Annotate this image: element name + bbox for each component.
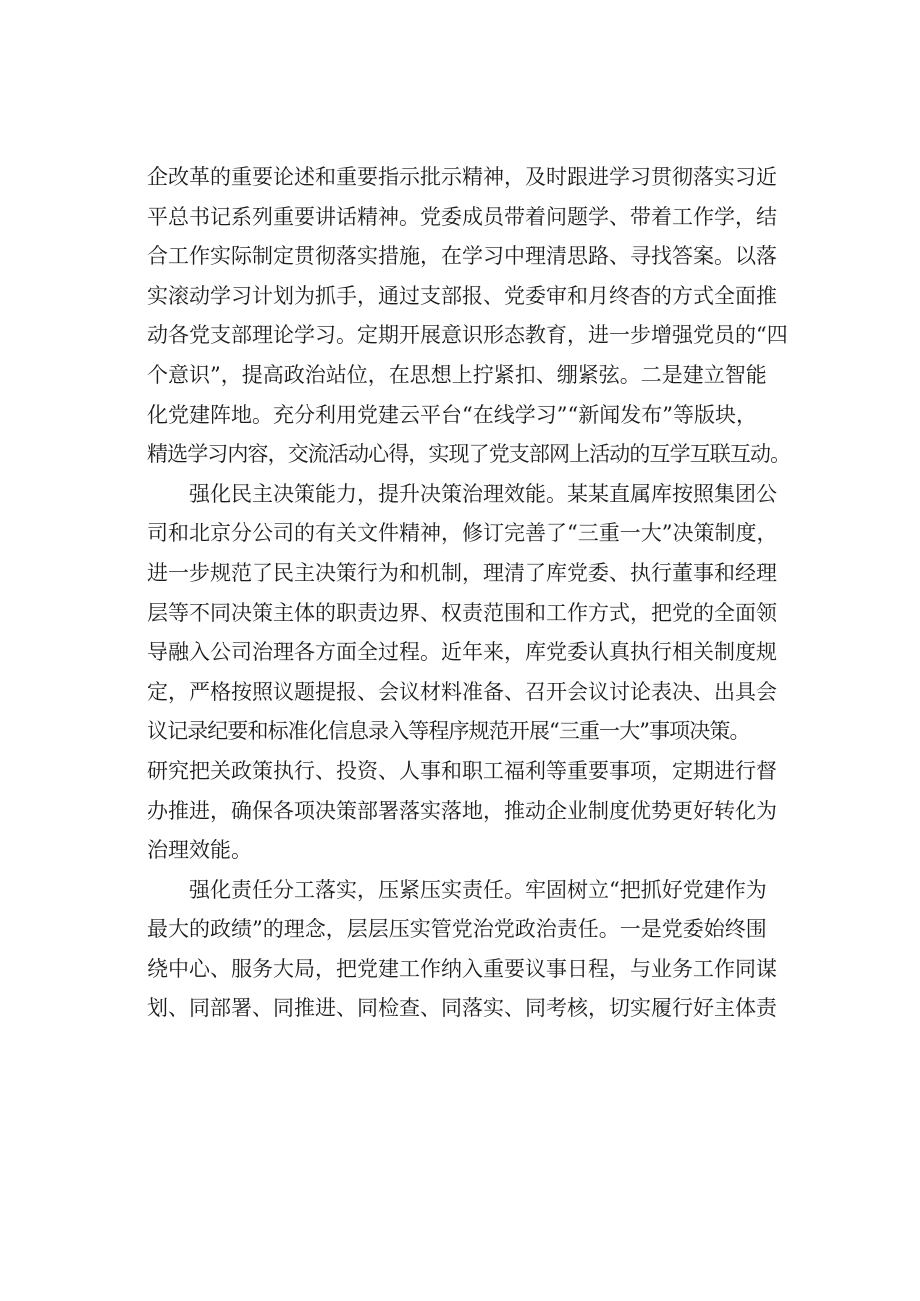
text-line: 办推进，确保各项决策部署落实落地，推动企业制度优势更好转化为 [147,798,777,823]
document-body [147,158,807,1029]
text-line: 议记录纪要和标准化信息录入等程序规范开展“三重一大”事项决策。 [147,719,750,744]
text-line: 定，严格按照议题提报、会议材料准备、召开会议讨论表决、出具会 [147,679,777,704]
text-line: 个意识”，提高政治站位，在思想上拧紧扣、绷紧弦。二是建立智能 [147,362,767,387]
text-line: 导融入公司治理各方面全过程。近年来，库党委认真执行相关制度规 [147,640,777,665]
text-line: 最大的政绩”的理念，层层压实管党治党政治责任。一是党委始终围 [147,917,767,942]
text-line: 化党建阵地。充分利用党建云平台“在线学习”“新闻发布”等版块， [147,402,757,427]
paragraph-3 [147,871,807,1029]
text-line: 绕中心、服务大局，把党建工作纳入重要议事日程，与业务工作同谋 [147,956,777,981]
text-line: 层等不同决策主体的职责边界、权责范围和工作方式，把党的全面领 [147,600,777,625]
text-line: 划、同部署、同推进、同检查、同落实、同考核，切实履行好主体责 [147,996,777,1021]
text-line: 企改革的重要论述和重要指示批示精神，及时跟进学习贯彻落实习近 [147,165,777,189]
text-line: 强化民主决策能力，提升决策治理效能。某某直属库按照集团公 [189,481,777,506]
text-line: 进一步规范了民主决策行为和机制，理清了库党委、执行董事和经理 [147,560,777,585]
paragraph-2 [147,475,807,871]
text-line: 实滚动学习计划为抓手，通过支部报、党委审和月终杳的方式全面推 [147,283,777,308]
text-line: 强化责任分工落实，压紧压实责任。牢固树立“把抓好党建作为 [189,877,767,902]
text-line: 动各党支部理论学习。定期开展意识形态教育，进一步增强党员的“四 [147,323,788,348]
text-line: 精选学习内容，交流活动心得，实现了党支部网上活动的互学互联互动。 [147,442,791,467]
paragraph-1 [147,158,807,475]
text-line: 研究把关政策执行、投资、人事和职工福利等重要事项，定期进行督 [147,758,777,783]
text-line: 治理效能。 [147,838,252,863]
text-line: 司和北京分公司的有关文件精神，修订完善了“三重一大”决策制度， [147,521,778,546]
text-line: 合工作实际制定贯彻落实措施，在学习中理清思路、寻找答案。以落 [147,244,777,269]
text-line: 平总书记系列重要讲话精神。党委成员带着问题学、带着工作学，结 [147,204,777,229]
